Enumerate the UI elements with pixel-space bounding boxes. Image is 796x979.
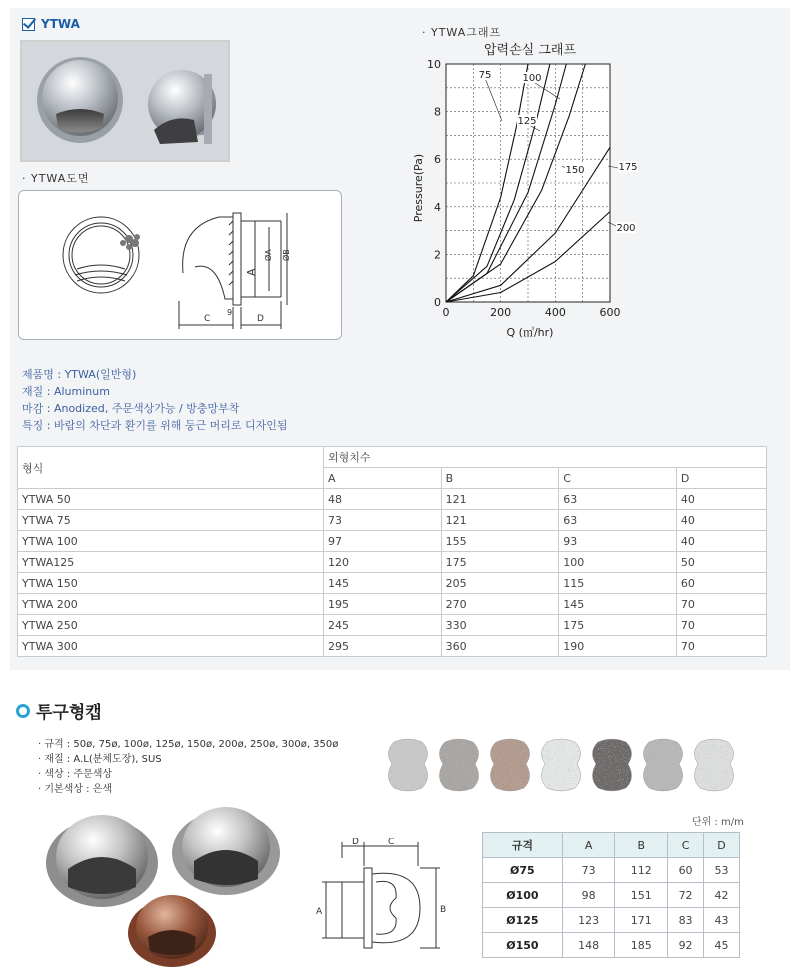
cap-value-cell: 92 (668, 933, 704, 958)
cap-value-cell: 43 (704, 908, 740, 933)
spec-material: 재질 : Aluminum (22, 385, 110, 398)
color-swatch (388, 739, 427, 791)
y-tick-label: 0 (434, 296, 441, 309)
cap-value-cell: 123 (562, 908, 615, 933)
cap-value-cell: 171 (615, 908, 668, 933)
cap-dims-table (482, 832, 740, 958)
ytwa-title-text: YTWA (41, 17, 80, 31)
model-cell: YTWA 300 (18, 636, 324, 657)
value-cell: 100 (559, 552, 677, 573)
value-cell: 205 (441, 573, 559, 594)
cap-product-image (44, 805, 284, 975)
cap-dim-c: C (388, 838, 395, 847)
spec-feature: 특징 : 바람의 차단과 환기를 위해 둥근 머리로 디자인됨 (22, 419, 288, 432)
cap-title-text: 투구형캡 (36, 703, 102, 723)
cap-value-cell: 60 (668, 858, 704, 883)
cap-dim-b: B (440, 905, 447, 915)
cap-value-cell: 73 (562, 858, 615, 883)
model-cell: YTWA 100 (18, 531, 324, 552)
table-row (18, 636, 767, 657)
value-cell: 120 (324, 552, 442, 573)
value-cell: 70 (676, 594, 766, 615)
ytwa-photo (20, 40, 230, 162)
model-cell: YTWA 150 (18, 573, 324, 594)
ytwa-specs (22, 366, 287, 434)
value-cell: 270 (441, 594, 559, 615)
cap-drawing (312, 838, 450, 950)
value-cell: 40 (676, 531, 766, 552)
cap-value-cell: 53 (704, 858, 740, 883)
table-row (483, 858, 740, 883)
cap-bullet: · 규격 : 50ø, 75ø, 100ø, 125ø, 150ø, 200ø, 250ø, 300ø, 350ø (38, 739, 339, 750)
value-cell: 360 (441, 636, 559, 657)
cap-dim-a: A (316, 907, 323, 917)
table-row (18, 489, 767, 510)
y-tick-label: 10 (427, 58, 441, 71)
table-row (18, 615, 767, 636)
value-cell: 73 (324, 510, 442, 531)
cap-size-cell: Ø100 (483, 883, 563, 908)
ring-bullet-icon (16, 704, 30, 718)
color-swatch (439, 739, 478, 791)
value-cell: 93 (559, 531, 677, 552)
value-cell: 145 (559, 594, 677, 615)
value-cell: 145 (324, 573, 442, 594)
graph-label: · YTWA그래프 (422, 26, 502, 39)
value-cell: 175 (441, 552, 559, 573)
value-cell: 50 (676, 552, 766, 573)
spec-name: 제품명 : YTWA(일반형) (22, 368, 137, 381)
series-label-100: 100 (522, 73, 542, 84)
cap-size-cell: Ø125 (483, 908, 563, 933)
value-cell: 155 (441, 531, 559, 552)
cap-col-header: B (615, 833, 668, 858)
value-cell: 175 (559, 615, 677, 636)
cap-col-header: 규격 (483, 833, 563, 858)
ytwa-drawing-svg (19, 191, 341, 339)
value-cell: 295 (324, 636, 442, 657)
value-cell: 330 (441, 615, 559, 636)
model-cell: YTWA 200 (18, 594, 324, 615)
cap-bullet: · 재질 : A.L(분체도장), SUS (38, 754, 162, 765)
series-label-125: 125 (517, 116, 537, 127)
ytwa-drawing-label: · YTWA도면 (22, 172, 90, 185)
pressure-loss-chart (410, 36, 646, 344)
model-cell: YTWA 75 (18, 510, 324, 531)
y-tick-label: 6 (434, 153, 441, 167)
dim-c: C (204, 314, 211, 324)
value-cell: 63 (559, 510, 677, 531)
cap-size-cell: Ø150 (483, 933, 563, 958)
value-cell: 40 (676, 510, 766, 531)
series-label-200: 200 (616, 223, 636, 234)
series-label-175: 175 (618, 162, 638, 173)
cap-col-header: D (704, 833, 740, 858)
col-model: 형식 (18, 447, 324, 489)
table-row (483, 933, 740, 958)
value-cell: 190 (559, 636, 677, 657)
cap-bullet: · 색상 : 주문색상 (38, 769, 113, 780)
cap-value-cell: 148 (562, 933, 615, 958)
x-tick-label: 400 (544, 306, 566, 319)
value-cell: 245 (324, 615, 442, 636)
model-cell: YTWA125 (18, 552, 324, 573)
cap-bullet: · 기본색상 : 은색 (38, 784, 113, 795)
ytwa-product-image (22, 42, 228, 160)
col-header-a: A (324, 468, 442, 489)
color-swatch (592, 739, 631, 791)
value-cell: 121 (441, 489, 559, 510)
x-tick-label: 0 (442, 306, 450, 319)
value-cell: 97 (324, 531, 442, 552)
checkbox-icon (22, 18, 35, 31)
series-label-75: 75 (478, 70, 492, 81)
value-cell: 70 (676, 615, 766, 636)
value-cell: 63 (559, 489, 677, 510)
y-tick-label: 4 (434, 200, 441, 214)
value-cell: 195 (324, 594, 442, 615)
table-row (18, 552, 767, 573)
ytwa-title (22, 17, 80, 31)
ytwa-dims-table (17, 446, 767, 657)
dim-phi-b: ØB (282, 249, 291, 261)
table-row (483, 883, 740, 908)
cap-col-header: C (668, 833, 704, 858)
chart-xlabel: Q (㎥/hr) (506, 326, 554, 339)
table-row (18, 573, 767, 594)
col-header-c: C (559, 468, 677, 489)
chart-title: 압력손실 그래프 (483, 43, 577, 58)
value-cell: 70 (676, 636, 766, 657)
y-tick-label: 8 (434, 105, 441, 119)
cap-color-swatches (384, 734, 744, 796)
cap-size-cell: Ø75 (483, 858, 563, 883)
value-cell: 48 (324, 489, 442, 510)
color-swatch (643, 739, 682, 791)
cap-unit-label: 단위 : m/m (692, 817, 744, 828)
series-label-150: 150 (565, 165, 585, 176)
value-cell: 60 (676, 573, 766, 594)
ytwa-drawing (18, 190, 342, 340)
col-header-d: D (676, 468, 766, 489)
cap-value-cell: 151 (615, 883, 668, 908)
dim-a: A (245, 268, 258, 276)
cap-value-cell: 98 (562, 883, 615, 908)
table-row (483, 908, 740, 933)
col-header-b: B (441, 468, 559, 489)
value-cell: 40 (676, 489, 766, 510)
value-cell: 121 (441, 510, 559, 531)
value-cell: 115 (559, 573, 677, 594)
cap-value-cell: 83 (668, 908, 704, 933)
table-row (18, 594, 767, 615)
cap-value-cell: 185 (615, 933, 668, 958)
dim-d: D (257, 314, 264, 324)
model-cell: YTWA 50 (18, 489, 324, 510)
x-tick-label: 600 (599, 306, 621, 319)
spec-finish: 마감 : Anodized, 주문색상가능 / 방충망부착 (22, 402, 240, 415)
y-tick-label: 2 (434, 248, 441, 262)
cap-value-cell: 45 (704, 933, 740, 958)
cap-bullets (38, 737, 338, 797)
table-row (18, 510, 767, 531)
color-swatch (490, 739, 529, 791)
x-tick-label: 200 (490, 306, 512, 319)
dim-phi-a: ØA (264, 249, 273, 261)
color-swatch (694, 739, 733, 791)
cap-title (16, 698, 102, 723)
cap-dim-d: D (352, 838, 359, 847)
col-group: 외형치수 (324, 447, 767, 468)
chart-ylabel: Pressure(Pa) (412, 153, 425, 223)
dim-g: 9 (227, 308, 233, 317)
cap-col-header: A (562, 833, 615, 858)
color-swatch (541, 739, 580, 791)
cap-value-cell: 112 (615, 858, 668, 883)
cap-value-cell: 72 (668, 883, 704, 908)
table-row (18, 531, 767, 552)
cap-value-cell: 42 (704, 883, 740, 908)
model-cell: YTWA 250 (18, 615, 324, 636)
